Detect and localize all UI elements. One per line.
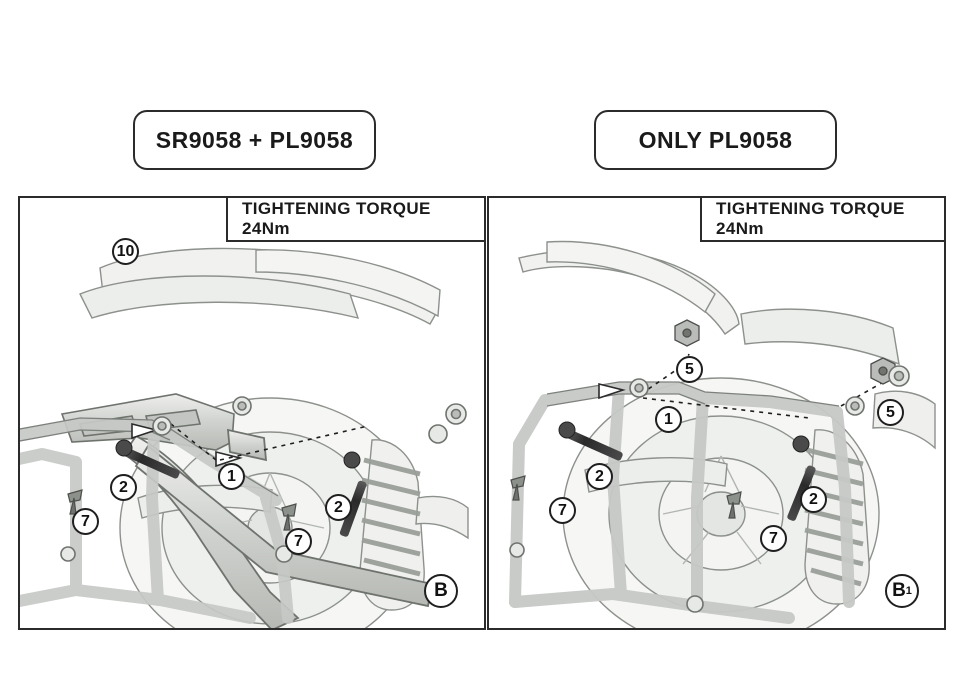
artwork-left xyxy=(20,198,484,628)
callout-left-7b: 7 xyxy=(285,528,312,555)
title-pill-left-label: SR9058 + PL9058 xyxy=(155,126,354,153)
panel-letter-left xyxy=(424,574,458,608)
title-pill-right xyxy=(594,110,837,170)
torque-note-right-label: TIGHTENING TORQUE 24Nm xyxy=(716,199,905,238)
callout-right-1: 1 xyxy=(655,406,682,433)
panel-left xyxy=(18,196,486,630)
title-pill-right-label: ONLY PL9058 xyxy=(638,126,793,153)
callout-left-10: 10 xyxy=(112,238,139,265)
callout-right-7a: 7 xyxy=(549,497,576,524)
callout-left-7a: 7 xyxy=(72,508,99,535)
callout-right-5a: 5 xyxy=(676,356,703,383)
torque-note-left-label: TIGHTENING TORQUE 24Nm xyxy=(242,199,431,238)
callout-right-7b: 7 xyxy=(760,525,787,552)
callout-left-2a: 2 xyxy=(110,474,137,501)
artwork-right xyxy=(489,198,944,628)
callout-right-2b: 2 xyxy=(800,486,827,513)
torque-note-right xyxy=(700,198,944,242)
panel-letter-right-subscript: 1 xyxy=(905,585,912,597)
torque-note-left xyxy=(226,198,484,242)
panel-letter-right-label: B xyxy=(892,580,906,601)
callout-right-2a: 2 xyxy=(586,463,613,490)
callout-left-1: 1 xyxy=(218,463,245,490)
panel-letter-right xyxy=(885,574,919,608)
panel-letter-left-label: B xyxy=(434,580,448,601)
title-pill-left xyxy=(133,110,376,170)
callout-left-2b: 2 xyxy=(325,494,352,521)
callout-right-5b: 5 xyxy=(877,399,904,426)
